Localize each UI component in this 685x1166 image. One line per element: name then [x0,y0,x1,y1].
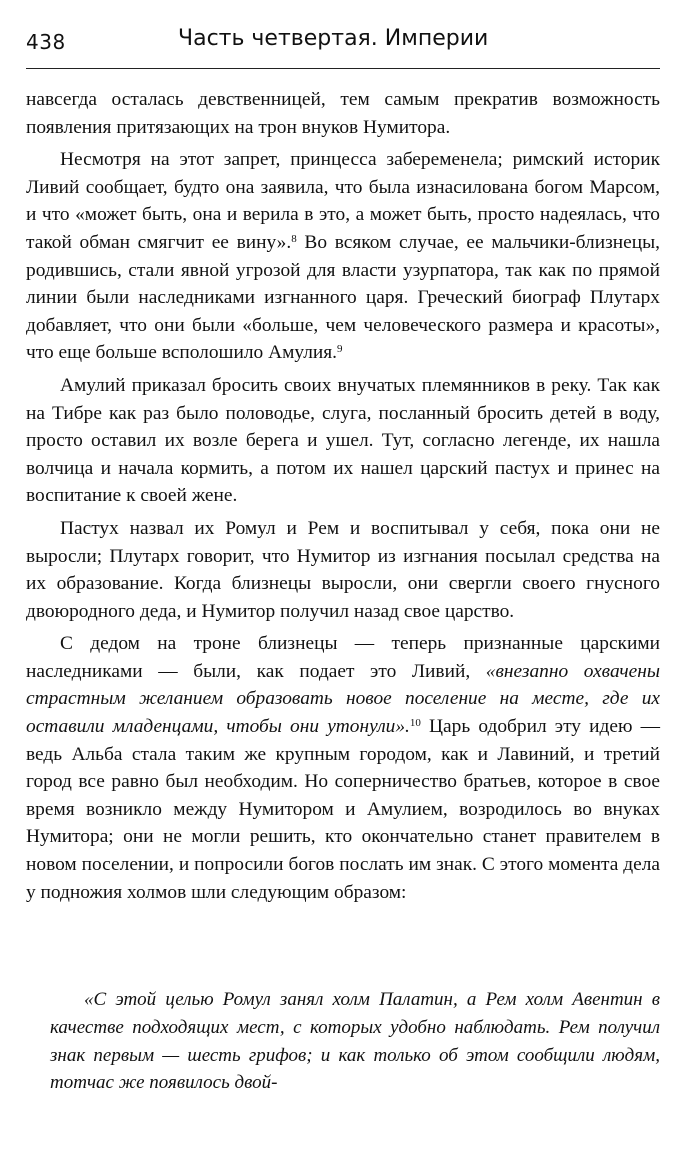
page-number: 438 [26,30,66,54]
running-title: Часть четвертая. Империи [178,26,489,51]
paragraph-2 [26,146,660,367]
block-quote-text: «С этой целью Ромул занял холм Палатин, а Рем холм Авентин в качестве подходящих мест, с которых удобно наблюдать. Рем получил знак первым — шесть грифов; и как только об этом сообщили людям, тотчас же появилось двой- [50,989,660,1094]
paragraph-2-text: Несмотря на этот запрет, принцесса забеременела; римский историк Ливий сообщает, будто она заявила, что была изнасилована богом Марсом, и что «может быть, она и верила в это, а может быть, просто надеялась, что такой обман смягчит ее вину». [26,149,660,253]
paragraph-4-text: Пастух назвал их Ромул и Рем и воспитывал у себя, пока они не выросли; Плутарх говорит, что Нумитор из изгнания посылал средства на их образование. Когда близнецы выросли, они свергли своего гнусного двоюродного деда, и Нумитор получил назад свое царство. [26,517,660,622]
paragraph-4 [26,515,660,625]
paragraph-3 [26,372,660,510]
livy-quotation: «внезапно охвачены страстным желанием образовать новое поселение на месте, где их оставили младенцами, чтобы они утонули». [26,660,661,738]
main-text [26,86,660,906]
footnote-ref-10[interactable]: 10 [409,717,421,730]
footnote-ref-9[interactable]: 9 [337,343,343,356]
footnote-ref-8[interactable]: 8 [291,232,297,245]
block-quote [50,986,660,1097]
paragraph-5 [26,630,660,906]
paragraph-2-cont: Во всяком случае, ее мальчики-близнецы, родившись, стали явной угрозой для власти узурпатора, так как по прямой линии были наследниками изгнанного царя. Греческий биограф Плутарх добавляет, что они были «больше, чем человеческого размера и красоты», что еще больше всполошило Амулия. [26,231,660,364]
paragraph-5-start: С дедом на троне близнецы — теперь признанные царскими наследниками — были, как подает это Ливий, [26,633,660,682]
paragraph-1 [26,86,660,141]
paragraph-5-end: Царь одобрил эту идею — ведь Альба стала таким же крупным городом, как и Лавиний, и третий город все равно был необходим. Но соперничество братьев, которое в свое время возникло между Нумитором и Амулием, возродилось во внуках Нумитора; они не могли решить, кто окончательно станет правителем в новом поселении, и попросили богов послать им знак. С этого момента дела у подножия холмов шли следующим образом: [26,716,660,903]
paragraph-3-text: Амулий приказал бросить своих внучатых племянников в реку. Так как на Тибре как раз было половодье, слуга, посланный бросить детей в воду, просто оставил их возле берега и ушел. Тут, согласно легенде, их нашла волчица и начала кормить, а потом их нашел царский пастух и принес на воспитание к своей жене. [26,374,660,507]
paragraph-1-text: навсегда осталась девственницей, тем самым прекратив возможность появления притязающих на трон внуков Нумитора. [26,89,660,138]
page-header [26,22,660,69]
